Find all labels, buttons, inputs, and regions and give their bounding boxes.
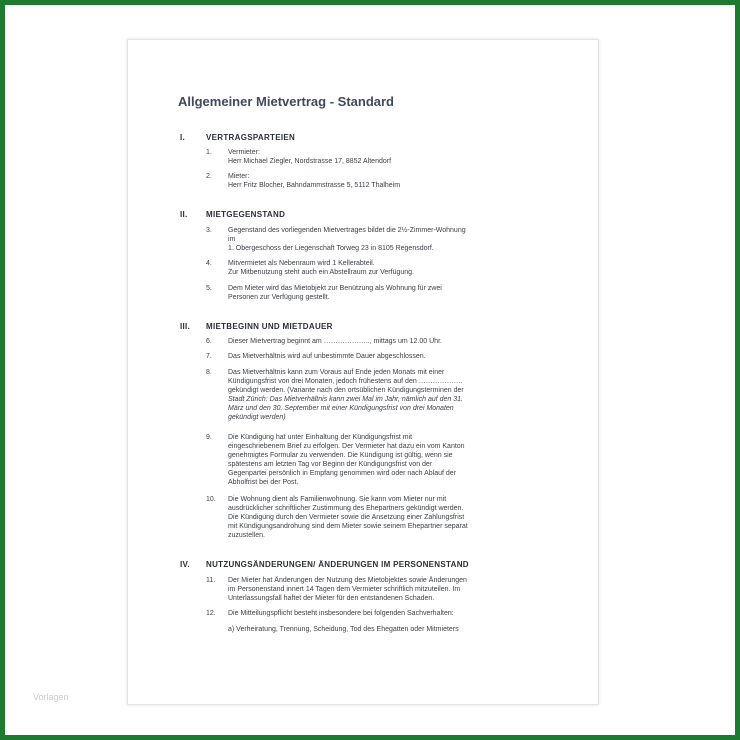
clause-line: Die Mitteilungspflicht besteht insbesondere bei folgenden Sachverhalten: (228, 610, 454, 617)
clause-line: zuzustellen. (228, 532, 265, 539)
clause-line: Die Wohnung dient als Familienwohnung. Sie kann vom Mieter nur mit (228, 496, 447, 503)
clause-line: Mieter: (228, 173, 250, 180)
clause-line: genehmigtes Formular zu verwenden. Die Kündigung ist gültig, wenn sie (228, 452, 453, 459)
clause-number: 4. (206, 260, 212, 267)
watermark-text: Vorlagen (33, 692, 69, 702)
clause-number: 2. (206, 173, 212, 180)
clause-line: a) Verheiratung, Trennung, Scheidung, Tod des Ehegatten oder Mitmieters (228, 626, 459, 633)
clause-line: 1. Obergeschoss der Liegenschaft Torweg 23 in 8105 Regensdorf. (228, 245, 434, 252)
section-number: I. (180, 133, 186, 142)
clause-line: Herr Michael Ziegler, Nordstrasse 17, 8852 Altendorf (228, 158, 392, 165)
clause-line: Stadt Zürich: Das Mietverhältnis kann zwei Mal im Jahr, nämlich auf den 31. (228, 396, 463, 403)
clause-line: Der Mieter hat Änderungen der Nutzung des Mietobjektes sowie Änderungen (228, 577, 467, 584)
clause-line: im (228, 236, 236, 243)
clause-number: 8. (206, 369, 212, 376)
clause-line: gekündigt werden. (Variante nach den ortsüblichen Kündigungsterminen der (228, 387, 464, 394)
clause-line: Das Mietverhältnis wird auf unbestimmte Dauer abgeschlossen. (228, 353, 426, 360)
clause-line: Kündigungsfrist von drei Monaten, jedoch frühestens auf den ………………. (228, 378, 463, 385)
clause-line: ausdrücklicher schriftlicher Zustimmung des Ehepartners gekündigt werden. (228, 505, 464, 512)
clause-number: 11. (206, 577, 216, 584)
clause-line: Die Kündigung durch den Vermieter sowie die Ansetzung einer Zahlungsfrist (228, 514, 465, 521)
clause-line: März und den 30. September mit einer Kündigungsfrist von drei Monaten (228, 405, 454, 412)
clause-line: Abholfrist bei der Post. (228, 479, 299, 486)
section-title: VERTRAGSPARTEIEN (206, 133, 296, 142)
section-title: MIETGEGENSTAND (206, 210, 286, 219)
clause-line: Personen zur Verfügung gestellt. (228, 294, 330, 301)
clause-line: Gegenstand des vorliegenden Mietvertrages bildet die 2½-Zimmer-Wohnung (228, 227, 466, 234)
clause-number: 10. (206, 496, 216, 503)
clause-number: 5. (206, 285, 212, 292)
clause-line: im Personenstand innert 14 Tagen dem Vermieter schriftlich mitzuteilen. Im (228, 586, 461, 593)
section-title: MIETBEGINN UND MIETDAUER (206, 322, 333, 331)
clause-line: gekündigt werden) (228, 414, 286, 421)
clause-number: 3. (206, 227, 212, 234)
document-page (127, 39, 599, 705)
clause-number: 1. (206, 149, 212, 156)
clause-number: 9. (206, 434, 212, 441)
clause-line: Dieser Mietvertrag beginnt am ……………….., mittags um 12.00 Uhr. (228, 338, 442, 345)
clause-number: 7. (206, 353, 212, 360)
clause-number: 6. (206, 338, 212, 345)
clause-line: Mitvermietet als Nebenraum wird 1 Kellerabteil. (228, 260, 375, 267)
section-number: II. (180, 210, 188, 219)
clause-line: Unterlassungsfall haftet der Mieter für den entstandenen Schaden. (228, 595, 435, 602)
clause-line: mit Kündigungsandrohung sind dem Mieter sowie seinem Ehepartner separat (228, 523, 468, 530)
clause-line: spätestens am letzten Tag vor Beginn der Kündigungsfrist von der (228, 461, 433, 468)
clause-line: eingeschriebenem Brief zu erfolgen. Der Vermieter hat dazu ein vom Kanton (228, 443, 465, 450)
clause-line: Das Mietverhältnis kann zum Voraus auf Ende jeden Monats mit einer (228, 369, 445, 376)
section-title: NUTZUNGSÄNDERUNGEN/ ÄNDERUNGEN IM PERSONENSTAND (206, 560, 469, 569)
clause-line: Die Kündigung hat unter Einhaltung der Kündigungsfrist mit (228, 434, 413, 441)
clause-line: Gegenpartei persönlich in Empfang genommen wird oder nach Ablauf der (228, 470, 457, 477)
clause-number: 12. (206, 610, 216, 617)
clause-line: Vermieter: (228, 149, 260, 156)
clause-line: Zur Mitbenutzung steht auch ein Abstellraum zur Verfügung. (228, 269, 414, 276)
clause-line: Herr Fritz Blocher, Bahndammstrasse 5, 5112 Thalheim (228, 182, 401, 189)
section-number: III. (180, 322, 191, 331)
clause-line: Dem Mieter wird das Mietobjekt zur Benützung als Wohnung für zwei (228, 285, 442, 292)
document-title: Allgemeiner Mietvertrag - Standard (178, 94, 394, 109)
section-number: IV. (180, 560, 190, 569)
